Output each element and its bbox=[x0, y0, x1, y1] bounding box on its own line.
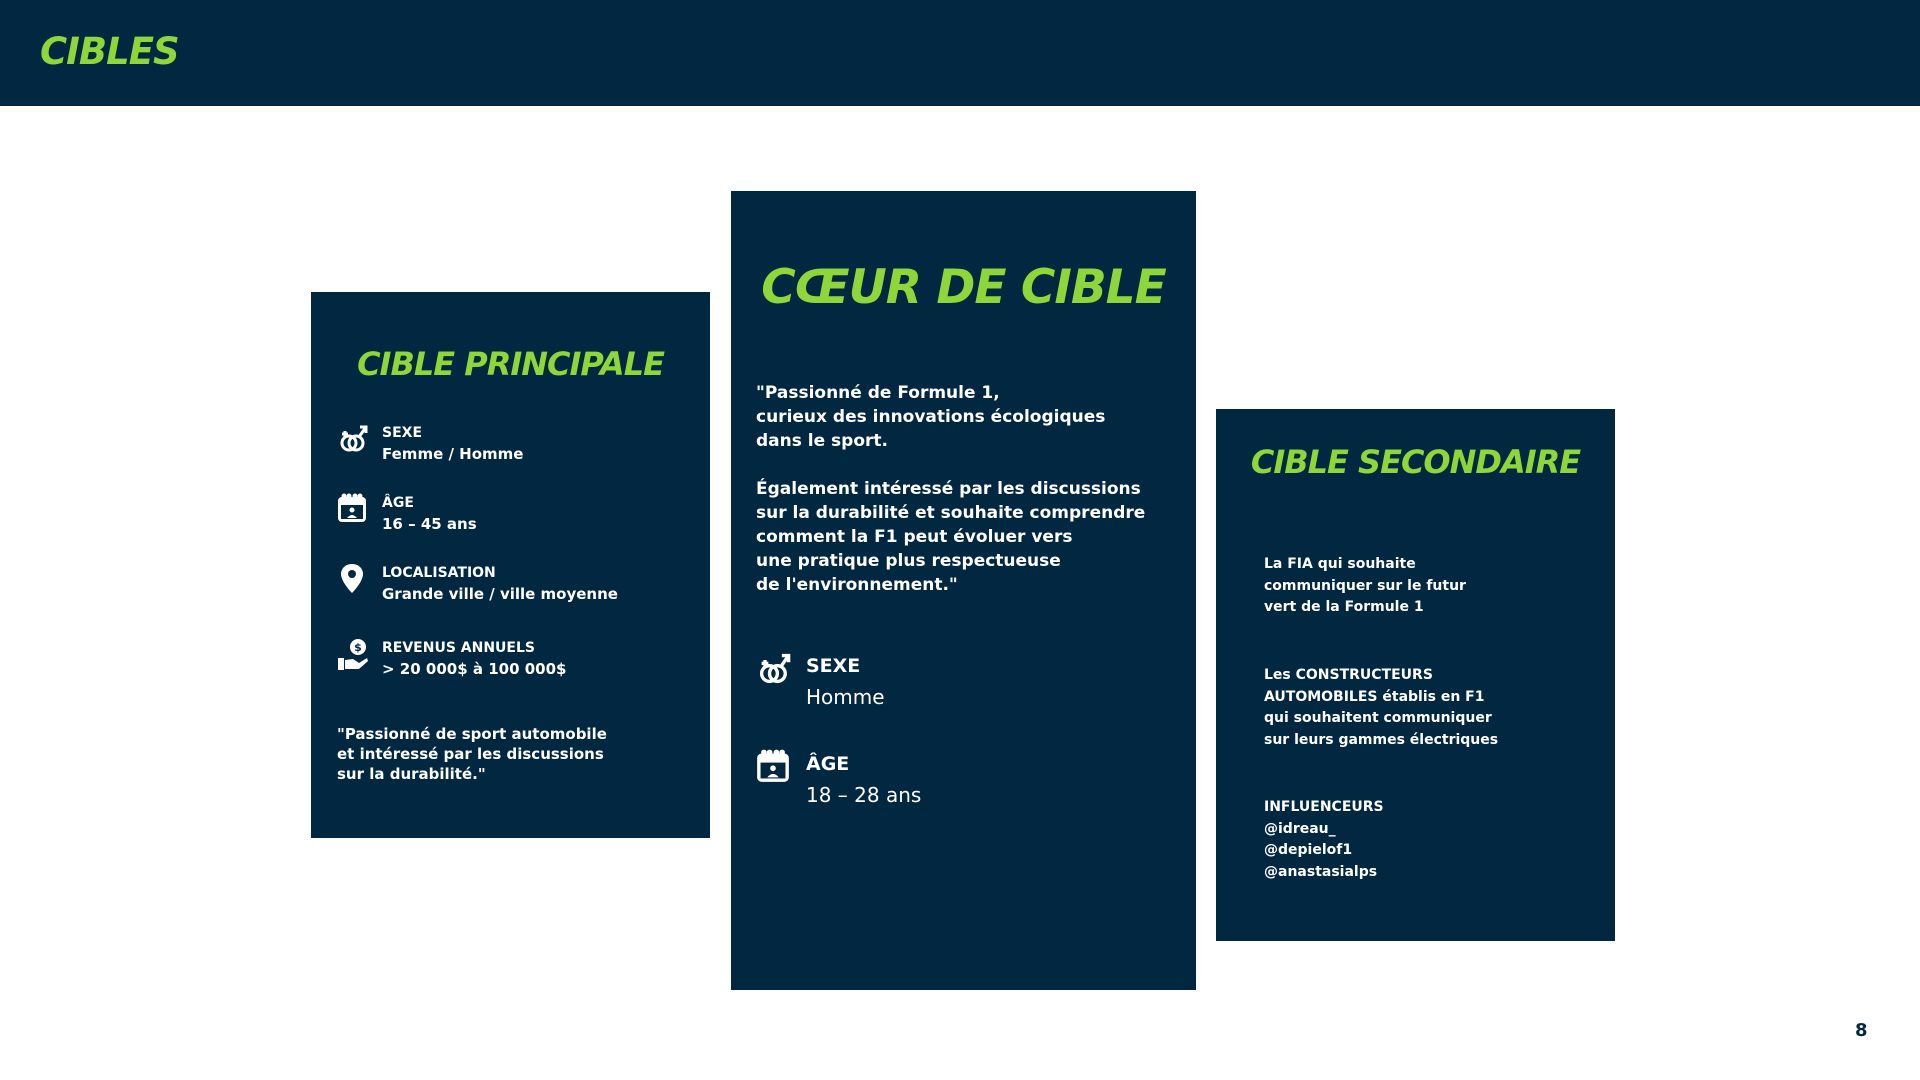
attr-value: Grande ville / ville moyenne bbox=[382, 585, 618, 603]
card-title: CIBLE SECONDAIRE bbox=[1250, 443, 1581, 481]
attr-label: LOCALISATION bbox=[382, 565, 496, 581]
attr-label: ÂGE bbox=[382, 495, 414, 511]
attr-value: 18 – 28 ans bbox=[806, 783, 922, 807]
hand-money-icon bbox=[337, 638, 369, 672]
card-cible-principale bbox=[311, 292, 710, 838]
page-number: 8 bbox=[1855, 1020, 1868, 1041]
calendar-icon bbox=[756, 749, 790, 783]
gender-icon bbox=[756, 651, 792, 687]
card-title: CŒUR DE CIBLE bbox=[761, 260, 1166, 315]
persona-quote: "Passionné de Formule 1, curieux des innovations écologiques dans le sport. Également intéressé par les discussions sur la durabilité et souhaite comprendre comment la F1 peut évoluer vers une pratique plus respectueuse de l'environnement." bbox=[756, 383, 1146, 595]
attr-value: 16 – 45 ans bbox=[382, 515, 477, 533]
location-pin-icon bbox=[337, 563, 367, 595]
attr-label: SEXE bbox=[382, 425, 423, 441]
secondary-block-fia: La FIA qui souhaite communiquer sur le futur vert de la Formule 1 bbox=[1264, 556, 1466, 615]
card-coeur-de-cible bbox=[731, 191, 1196, 990]
persona-quote: "Passionné de sport automobile et intéressé par les discussions sur la durabilité." bbox=[337, 725, 607, 783]
svg-text:$: $ bbox=[354, 641, 362, 654]
attr-label: REVENUS ANNUELS bbox=[382, 640, 535, 656]
secondary-block-constructeurs: Les CONSTRUCTEURS AUTOMOBILES établis en F1 qui souhaitent communiquer sur leurs gammes électriques bbox=[1264, 667, 1499, 748]
gender-icon bbox=[337, 423, 369, 455]
card-title: CIBLE PRINCIPALE bbox=[357, 345, 664, 383]
secondary-block-influenceurs: INFLUENCEURS @idreau_ @depielof1 @anastasialps bbox=[1264, 799, 1384, 880]
page-title: CIBLES bbox=[40, 30, 179, 73]
attr-value: > 20 000$ à 100 000$ bbox=[382, 660, 567, 678]
attr-value: Femme / Homme bbox=[382, 445, 524, 463]
header-bar bbox=[0, 0, 1920, 106]
calendar-icon bbox=[337, 493, 367, 523]
card-cible-secondaire bbox=[1216, 409, 1615, 941]
attr-value: Homme bbox=[806, 685, 885, 709]
attr-label: SEXE bbox=[806, 655, 861, 677]
attr-label: ÂGE bbox=[806, 753, 850, 775]
